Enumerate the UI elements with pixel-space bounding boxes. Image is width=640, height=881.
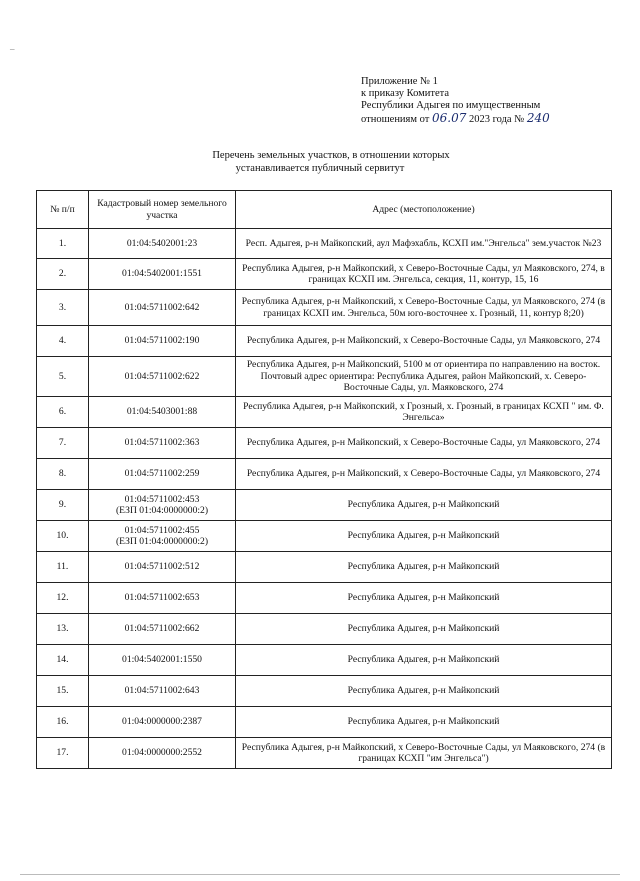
cadastral-number: 01:04:5402001:23 bbox=[89, 229, 236, 259]
plot-address: Республика Адыгея, р-н Майкопский, 5100 м от ориентира по направлению на восток. Почтовый адрес ориентира: Республика Адыгея, район Майкопский, х. Северо-Восточные Сады, ул. Маяковского, 274 bbox=[236, 357, 612, 397]
land-plots-table bbox=[36, 190, 612, 769]
appendix-line-2: к приказу Комитета bbox=[361, 88, 450, 99]
appendix-line-1: Приложение № 1 bbox=[361, 76, 438, 87]
row-number: 10. bbox=[37, 521, 89, 552]
row-number: 11. bbox=[37, 552, 89, 583]
document-title bbox=[0, 149, 640, 175]
row-number: 1. bbox=[37, 229, 89, 259]
table-row bbox=[37, 552, 612, 583]
cadastral-number: 01:04:5711002:662 bbox=[89, 614, 236, 645]
cadastral-number: 01:04:5711002:259 bbox=[89, 459, 236, 490]
plot-address: Республика Адыгея, р-н Майкопский, х Грозный, х. Грозный, в границах КСХП " им. Ф. Энгельса» bbox=[236, 397, 612, 428]
header-cadastral: Кадастровый номер земельного участка bbox=[89, 191, 236, 229]
appendix-date-prefix: отношениям от bbox=[361, 114, 430, 125]
cadastral-number bbox=[89, 521, 236, 552]
table-row bbox=[37, 229, 612, 259]
cadastral-number: 01:04:5711002:190 bbox=[89, 326, 236, 357]
table-row bbox=[37, 707, 612, 738]
cadastral-number: 01:04:5402001:1550 bbox=[89, 645, 236, 676]
handwritten-order-number: 240 bbox=[526, 111, 550, 125]
row-number: 3. bbox=[37, 290, 89, 326]
table-row bbox=[37, 357, 612, 397]
table-row bbox=[37, 645, 612, 676]
table-row bbox=[37, 521, 612, 552]
plot-address: Республика Адыгея, р-н Майкопский bbox=[236, 614, 612, 645]
plot-address: Республика Адыгея, р-н Майкопский, х Северо-Восточные Сады, ул Маяковского, 274 (в границах КСХП им. Энгельса, 50м юго-восточнее х. Грозный, 11, контур 8;20) bbox=[236, 290, 612, 326]
row-number: 9. bbox=[37, 490, 89, 521]
row-number: 13. bbox=[37, 614, 89, 645]
row-number: 17. bbox=[37, 738, 89, 769]
table-header-row bbox=[37, 191, 612, 229]
plot-address: Республика Адыгея, р-н Майкопский bbox=[236, 583, 612, 614]
row-number: 15. bbox=[37, 676, 89, 707]
table-row bbox=[37, 583, 612, 614]
row-number: 2. bbox=[37, 259, 89, 290]
table-row bbox=[37, 397, 612, 428]
table-row bbox=[37, 490, 612, 521]
appendix-line-3: Республики Адыгея по имущественным bbox=[361, 100, 541, 111]
header-number: № п/п bbox=[37, 191, 89, 229]
row-number: 12. bbox=[37, 583, 89, 614]
table-row bbox=[37, 676, 612, 707]
cadastral-number: 01:04:5711002:363 bbox=[89, 428, 236, 459]
table-row bbox=[37, 614, 612, 645]
cadastral-number: 01:04:5711002:643 bbox=[89, 676, 236, 707]
cadastral-number: 01:04:5403001:88 bbox=[89, 397, 236, 428]
plot-address: Респ. Адыгея, р-н Майкопский, аул Мафэхабль, КСХП им."Энгельса" зем.участок №23 bbox=[236, 229, 612, 259]
header-address: Адрес (местоположение) bbox=[236, 191, 612, 229]
table-row bbox=[37, 290, 612, 326]
plot-address: Республика Адыгея, р-н Майкопский, х Северо-Восточные Сады, ул Маяковского, 274 (в границах КСХП "им Энгельса") bbox=[236, 738, 612, 769]
plot-address: Республика Адыгея, р-н Майкопский bbox=[236, 707, 612, 738]
table-row bbox=[37, 459, 612, 490]
cadastral-number: 01:04:5711002:642 bbox=[89, 290, 236, 326]
plot-address: Республика Адыгея, р-н Майкопский bbox=[236, 521, 612, 552]
row-number: 7. bbox=[37, 428, 89, 459]
scan-edge-mark: – bbox=[10, 44, 15, 54]
table-row bbox=[37, 259, 612, 290]
appendix-block bbox=[361, 76, 550, 126]
unified-plot-number: (ЕЗП 01:04:0000000:2) bbox=[115, 505, 209, 516]
row-number: 4. bbox=[37, 326, 89, 357]
cadastral-number bbox=[89, 490, 236, 521]
table-row bbox=[37, 326, 612, 357]
row-number: 5. bbox=[37, 357, 89, 397]
table-row bbox=[37, 738, 612, 769]
cadastral-number: 01:04:0000000:2387 bbox=[89, 707, 236, 738]
table-row bbox=[37, 428, 612, 459]
row-number: 6. bbox=[37, 397, 89, 428]
cadastral-number: 01:04:0000000:2552 bbox=[89, 738, 236, 769]
cadastral-number-main: 01:04:5711002:455 bbox=[124, 524, 200, 536]
scan-bottom-edge bbox=[20, 874, 620, 875]
cadastral-number-main: 01:04:5711002:453 bbox=[124, 493, 200, 505]
row-number: 14. bbox=[37, 645, 89, 676]
appendix-line-4 bbox=[361, 112, 550, 126]
plot-address: Республика Адыгея, р-н Майкопский, х Северо-Восточные Сады, ул Маяковского, 274 bbox=[236, 326, 612, 357]
plot-address: Республика Адыгея, р-н Майкопский bbox=[236, 645, 612, 676]
table-body bbox=[37, 229, 612, 769]
plot-address: Республика Адыгея, р-н Майкопский, х Северо-Восточные Сады, ул Маяковского, 274 bbox=[236, 428, 612, 459]
appendix-year: 2023 года № bbox=[468, 114, 525, 125]
row-number: 16. bbox=[37, 707, 89, 738]
cadastral-number: 01:04:5711002:512 bbox=[89, 552, 236, 583]
title-line-2: устанавливается публичный сервитут bbox=[235, 163, 405, 174]
plot-address: Республика Адыгея, р-н Майкопский, х Северо-Восточные Сады, ул Маяковского, 274 bbox=[236, 459, 612, 490]
plot-address: Республика Адыгея, р-н Майкопский, х Северо-Восточные Сады, ул Маяковского, 274, в границах КСХП им. Энгельса, секция, 11, контур, 15, 16 bbox=[236, 259, 612, 290]
cadastral-number: 01:04:5711002:622 bbox=[89, 357, 236, 397]
row-number: 8. bbox=[37, 459, 89, 490]
handwritten-date: 06.07 bbox=[431, 111, 467, 125]
plot-address: Республика Адыгея, р-н Майкопский bbox=[236, 676, 612, 707]
plot-address: Республика Адыгея, р-н Майкопский bbox=[236, 552, 612, 583]
title-line-1: Перечень земельных участков, в отношении которых bbox=[212, 150, 450, 161]
plot-address: Республика Адыгея, р-н Майкопский bbox=[236, 490, 612, 521]
unified-plot-number: (ЕЗП 01:04:0000000:2) bbox=[115, 536, 209, 547]
cadastral-number: 01:04:5402001:1551 bbox=[89, 259, 236, 290]
cadastral-number: 01:04:5711002:653 bbox=[89, 583, 236, 614]
